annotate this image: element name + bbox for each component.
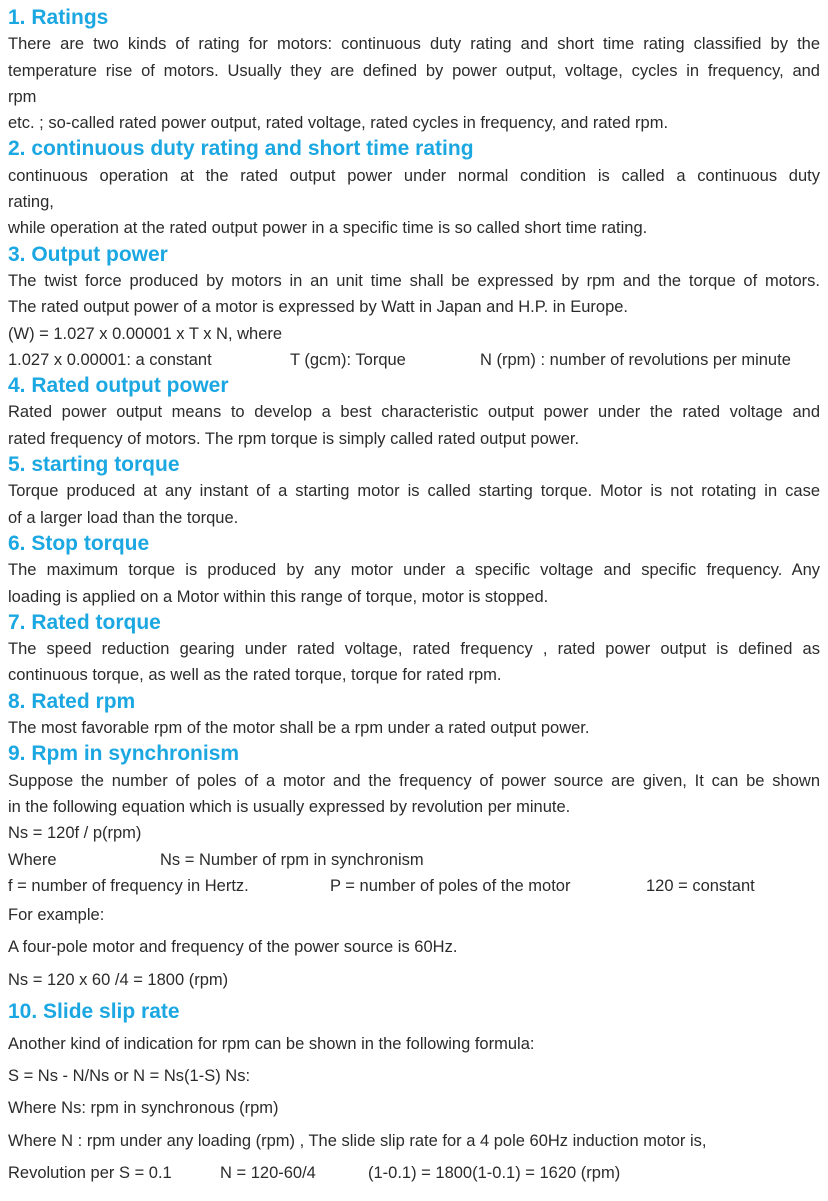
section-heading-slide-slip-rate: 10. Slide slip rate — [8, 999, 180, 1023]
paragraph-line: rating, — [8, 193, 54, 212]
section-heading-stop-torque: 6. Stop torque — [8, 531, 150, 555]
paragraph-line: etc. ; so-called rated power output, rated voltage, rated cycles in frequency, and rated rpm. — [8, 114, 669, 133]
section-heading-output-power: 3. Output power — [8, 242, 168, 266]
formula-legend-row — [8, 847, 820, 873]
paragraph-line: while operation at the rated output power in a specific time is so called short time rating. — [8, 219, 648, 238]
paragraph-line: rated frequency of motors. The rpm torque is simply called rated output power. — [8, 429, 580, 448]
paragraph-line: in the following equation which is usually expressed by revolution per minute. — [8, 797, 571, 816]
formula-term: Ns = Number of rpm in synchronism — [160, 850, 424, 869]
formula-term: P = number of poles of the motor — [330, 876, 571, 895]
paragraph-line: Torque produced at any instant of a starting motor is called starting torque. Motor is not rotating in case — [8, 482, 820, 501]
formula-term: f = number of frequency in Hertz. — [8, 876, 249, 895]
paragraph-line: There are two kinds of rating for motors: continuous duty rating and short time rating classified by the — [8, 35, 820, 54]
formula-term: Revolution per S = 0.1 — [8, 1163, 172, 1182]
paragraph-line: The most favorable rpm of the motor shall be a rpm under a rated output power. — [8, 719, 590, 738]
formula-term: (1-0.1) = 1800(1-0.1) = 1620 (rpm) — [368, 1163, 621, 1182]
formula-line: Ns = 120f / p(rpm) — [8, 824, 142, 843]
paragraph-line: Where Ns: rpm in synchronous (rpm) — [8, 1099, 279, 1118]
formula-term: N (rpm) : number of revolutions per minute — [480, 350, 791, 369]
section-heading-rpm-synchronism: 9. Rpm in synchronism — [8, 742, 240, 766]
formula-term: T (gcm): Torque — [290, 350, 406, 369]
formula-line: Ns = 120 x 60 /4 = 1800 (rpm) — [8, 970, 229, 989]
formula-line: S = Ns - N/Ns or N = Ns(1-S) Ns: — [8, 1067, 251, 1086]
paragraph-line: A four-pole motor and frequency of the power source is 60Hz. — [8, 938, 458, 957]
paragraph-line: loading is applied on a Motor within this range of torque, motor is stopped. — [8, 587, 549, 606]
paragraph-line: rpm — [8, 87, 37, 106]
formula-legend-row — [8, 873, 820, 899]
formula-term: Where — [8, 850, 57, 869]
formula-legend-row — [8, 1157, 820, 1189]
paragraph-line: continuous torque, as well as the rated torque, torque for rated rpm. — [8, 666, 502, 685]
section-heading-starting-torque: 5. starting torque — [8, 453, 180, 477]
paragraph-line: The twist force produced by motors in an unit time shall be expressed by rpm and the torque of motors. — [8, 271, 820, 290]
paragraph-line: Where N : rpm under any loading (rpm) , The slide slip rate for a 4 pole 60Hz induction motor is, — [8, 1131, 707, 1150]
paragraph-line: Suppose the number of poles of a motor and the frequency of power source are given, It can be shown — [8, 771, 820, 790]
paragraph-line: Another kind of indication for rpm can be shown in the following formula: — [8, 1034, 535, 1053]
paragraph-line: The speed reduction gearing under rated voltage, rated frequency , rated power output is defined as — [8, 640, 820, 659]
paragraph-line: Rated power output means to develop a best characteristic output power under the rated voltage and — [8, 403, 820, 422]
section-heading-duty-rating: 2. continuous duty rating and short time rating — [8, 137, 474, 161]
paragraph-line: The maximum torque is produced by any motor under a specific voltage and specific frequency. Any — [8, 561, 820, 580]
section-heading-rated-output-power: 4. Rated output power — [8, 374, 229, 398]
paragraph-line: of a larger load than the torque. — [8, 508, 239, 527]
formula-term: 1.027 x 0.00001: a constant — [8, 350, 212, 369]
formula-term: 120 = constant — [646, 876, 755, 895]
formula-line: (W) = 1.027 x 0.00001 x T x N, where — [8, 324, 283, 343]
paragraph-line: temperature rise of motors. Usually they are defined by power output, voltage, cycles in frequency, and — [8, 61, 820, 80]
paragraph-line: The rated output power of a motor is expressed by Watt in Japan and H.P. in Europe. — [8, 298, 629, 317]
formula-legend-row — [8, 347, 820, 373]
paragraph-line: For example: — [8, 906, 105, 925]
section-heading-rated-rpm: 8. Rated rpm — [8, 689, 136, 713]
section-heading-rated-torque: 7. Rated torque — [8, 610, 161, 634]
paragraph-line: continuous operation at the rated output power under normal condition is called a continuous duty — [8, 166, 820, 185]
formula-term: N = 120-60/4 — [220, 1163, 316, 1182]
section-heading-ratings: 1. Ratings — [8, 6, 109, 29]
